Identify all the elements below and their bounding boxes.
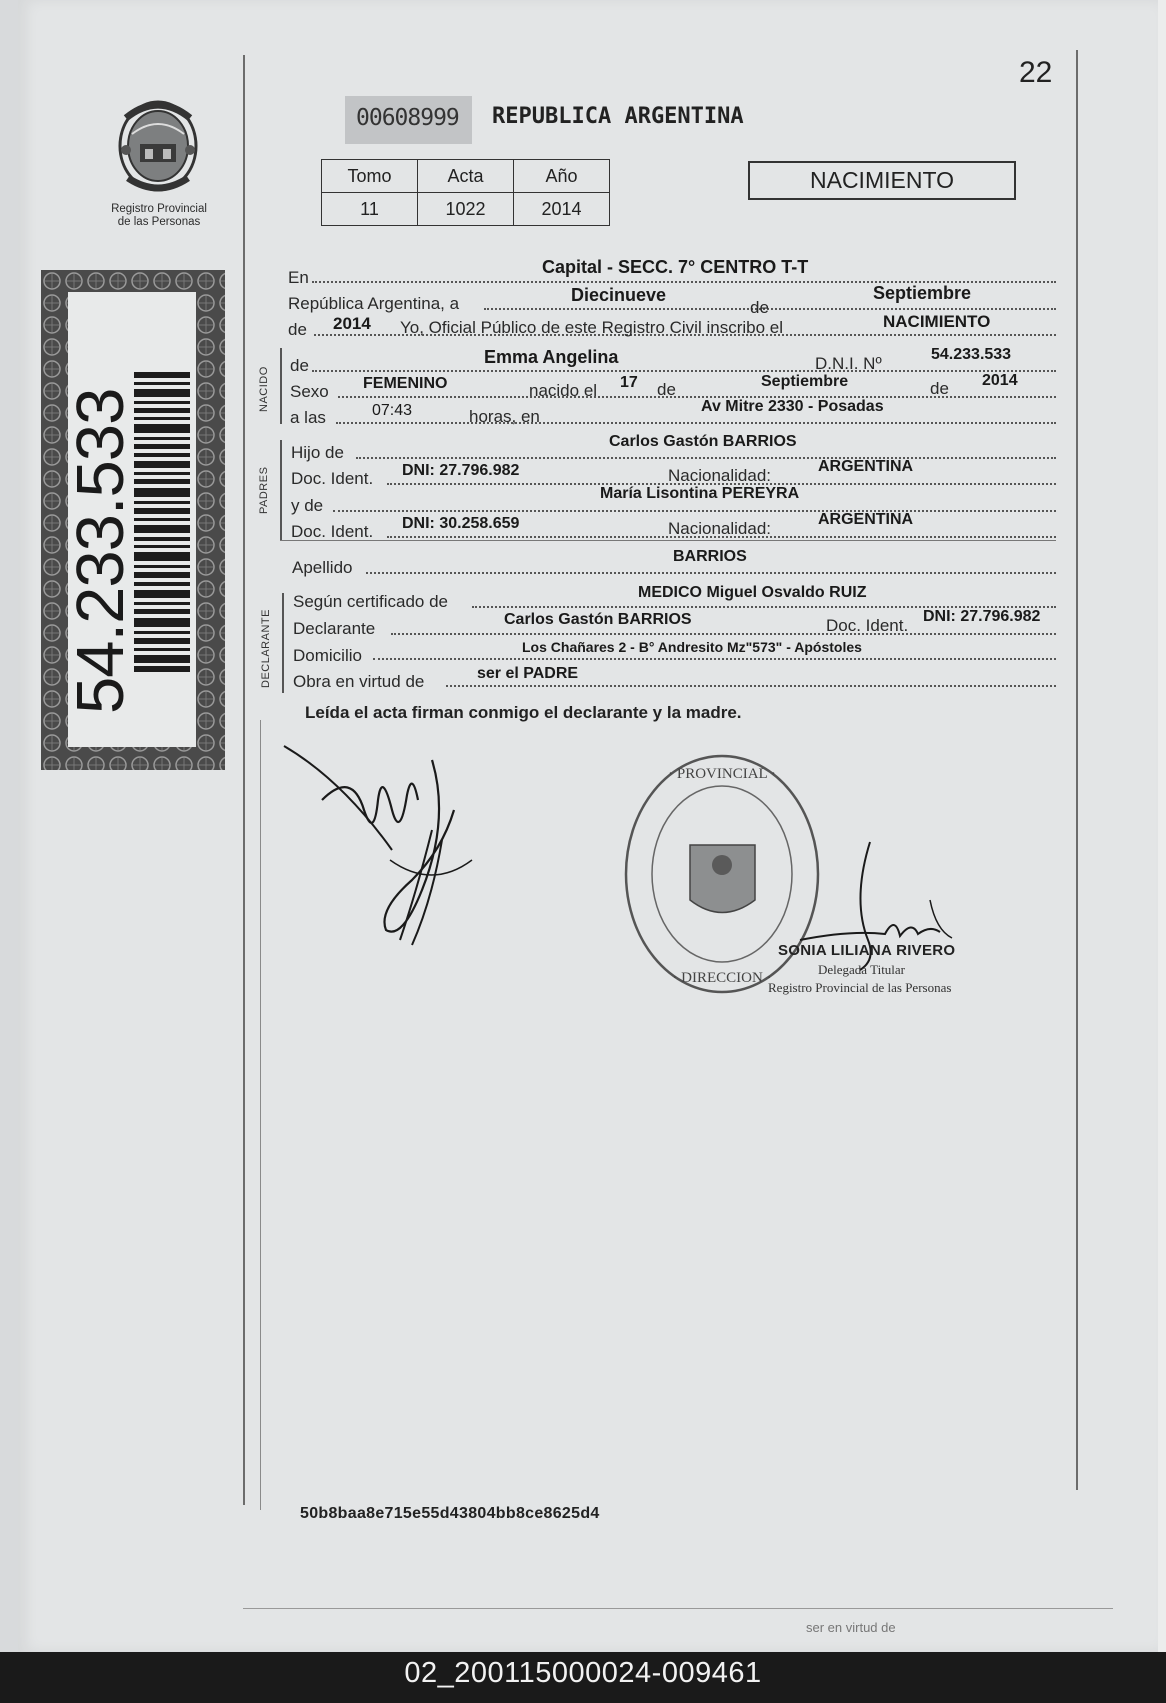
paper-sheet: [18, 0, 1158, 1652]
value-apellido: BARRIOS: [673, 548, 747, 565]
registry-header-ano: Año: [514, 160, 610, 193]
dotted-line: [391, 633, 1056, 635]
label-nacionalidad-2: Nacionalidad:: [668, 519, 772, 538]
dotted-line: [373, 658, 1056, 660]
value-day: Diecinueve: [571, 285, 667, 305]
label-doc-ident-1: Doc. Ident.: [291, 469, 374, 488]
registry-header-acta: Acta: [418, 160, 514, 193]
serial-number: 00608999: [356, 105, 459, 131]
label-y-de: y de: [291, 496, 324, 515]
dotted-line: [333, 510, 1056, 512]
declarante-bracket: [282, 593, 284, 693]
seal-caption-line2: de las Personas: [117, 216, 201, 228]
value-mother-nationality: ARGENTINA: [818, 511, 914, 528]
value-mother-name: María Lisontina PEREYRA: [600, 485, 800, 502]
value-declarante: Carlos Gastón BARRIOS: [504, 611, 692, 628]
nacido-bracket: [280, 348, 282, 424]
province-seal-icon: [112, 94, 204, 200]
inner-margin-rule: [260, 720, 261, 1510]
value-obra: ser el PADRE: [477, 665, 579, 682]
label-nacionalidad-1: Nacionalidad:: [668, 466, 772, 485]
scan-footer-code: 02_200115000024-009461: [404, 1657, 762, 1689]
registry-header-row: [322, 160, 610, 193]
label-obra: Obra en virtud de: [293, 672, 425, 691]
value-domicilio: Los Chañares 2 - B° Andresito Mz"573" - Apóstoles: [522, 639, 862, 655]
dotted-line: [312, 370, 1056, 372]
seal-caption-line1: Registro Provincial: [111, 203, 207, 215]
label-nacido-de: de: [290, 356, 309, 375]
value-birth-year: 2014: [982, 372, 1018, 389]
label-en: En: [288, 268, 309, 287]
registry-value-tomo: 11: [322, 193, 418, 226]
signatory-name: SONIA LILIANA RIVERO: [778, 942, 956, 959]
registry-value-acta: 1022: [418, 193, 514, 226]
dotted-line: [446, 685, 1056, 687]
padres-bracket: [280, 440, 282, 540]
label-nacido-el: nacido el: [529, 381, 598, 400]
label-de-b: de: [657, 380, 676, 399]
dotted-line: [336, 422, 1056, 424]
barcode-number: 54.233.533: [63, 388, 138, 714]
label-de-2: de: [288, 320, 307, 339]
value-birth-month: Septiembre: [761, 373, 849, 390]
value-child-name: Emma Angelina: [484, 347, 619, 367]
label-apellido: Apellido: [292, 558, 353, 577]
page-underlay-rule: [243, 1608, 1113, 1609]
value-month: Septiembre: [873, 283, 972, 303]
declarant-signature-icon: [282, 740, 502, 960]
label-sexo: Sexo: [290, 382, 329, 401]
label-oficial: Yo, Oficial Público de este Registro Civil inscribo el: [400, 318, 783, 337]
value-en: Capital - SECC. 7° CENTRO T-T: [542, 257, 809, 277]
value-birth-place: Av Mitre 2330 - Posadas: [701, 398, 884, 415]
value-dni: 54.233.533: [931, 346, 1012, 363]
label-a-las: a las: [290, 408, 326, 427]
signatory-role: Delegada Titular: [818, 962, 906, 977]
closing-statement: Leída el acta firman conmigo el declarante y la madre.: [305, 703, 742, 722]
value-inscribe: NACIMIENTO: [883, 312, 991, 331]
label-doc-ident-2: Doc. Ident.: [291, 522, 374, 541]
value-declarante-doc: DNI: 27.796.982: [923, 608, 1041, 625]
registry-value-row: [322, 193, 610, 226]
country-title: REPUBLICA ARGENTINA: [492, 104, 744, 129]
label-declarante: Declarante: [293, 619, 376, 638]
document-hash: 50b8baa8e715e55d43804bb8ce8625d4: [300, 1505, 600, 1522]
barcode-icon: [134, 372, 190, 672]
value-time: 07:43: [372, 402, 413, 419]
label-hijo-de: Hijo de: [291, 443, 344, 462]
ghost-underlay-text: ser en virtud de: [806, 1620, 896, 1635]
svg-text:· PROVINCIAL ·: · PROVINCIAL ·: [668, 766, 776, 782]
registry-value-ano: 2014: [514, 193, 610, 226]
registry-header-tomo: Tomo: [322, 160, 418, 193]
value-father-nationality: ARGENTINA: [818, 458, 914, 475]
section-label-nacido: NACIDO: [258, 366, 270, 412]
value-birth-day: 17: [620, 374, 638, 391]
dotted-line: [484, 308, 1056, 310]
label-dni: D.N.I. Nº: [815, 354, 882, 373]
right-margin-rule: [1076, 50, 1078, 1490]
label-de-c: de: [930, 379, 949, 398]
value-sexo: FEMENINO: [363, 375, 448, 392]
value-certificado: MEDICO Miguel Osvaldo RUIZ: [638, 584, 867, 601]
registry-table: [321, 159, 610, 226]
value-father-name: Carlos Gastón BARRIOS: [609, 433, 797, 450]
official-signature-icon: [790, 840, 970, 980]
left-margin-rule: [243, 55, 245, 1505]
svg-text:· DIRECCION ·: · DIRECCION ·: [672, 970, 772, 986]
label-horas: horas, en: [469, 407, 540, 426]
value-year: 2014: [333, 314, 371, 333]
value-father-doc: DNI: 27.796.982: [402, 462, 520, 479]
signatory-organization: Registro Provincial de las Personas: [768, 980, 952, 995]
section-label-padres: PADRES: [258, 466, 270, 514]
label-de-1: de: [750, 298, 769, 317]
label-certificado: Según certificado de: [293, 592, 448, 611]
section-label-declarante: DECLARANTE: [260, 609, 272, 688]
record-type-box: NACIMIENTO: [748, 161, 1016, 200]
dotted-line: [356, 457, 1056, 459]
page-number: 22: [1019, 56, 1053, 89]
dotted-line: [366, 572, 1056, 574]
section-divider: [280, 540, 1056, 541]
label-republica: República Argentina, a: [288, 294, 460, 313]
label-domicilio: Domicilio: [293, 646, 362, 665]
seal-caption: [92, 203, 226, 229]
value-mother-doc: DNI: 30.258.659: [402, 515, 520, 532]
label-doc-ident-decl: Doc. Ident.: [826, 616, 909, 635]
